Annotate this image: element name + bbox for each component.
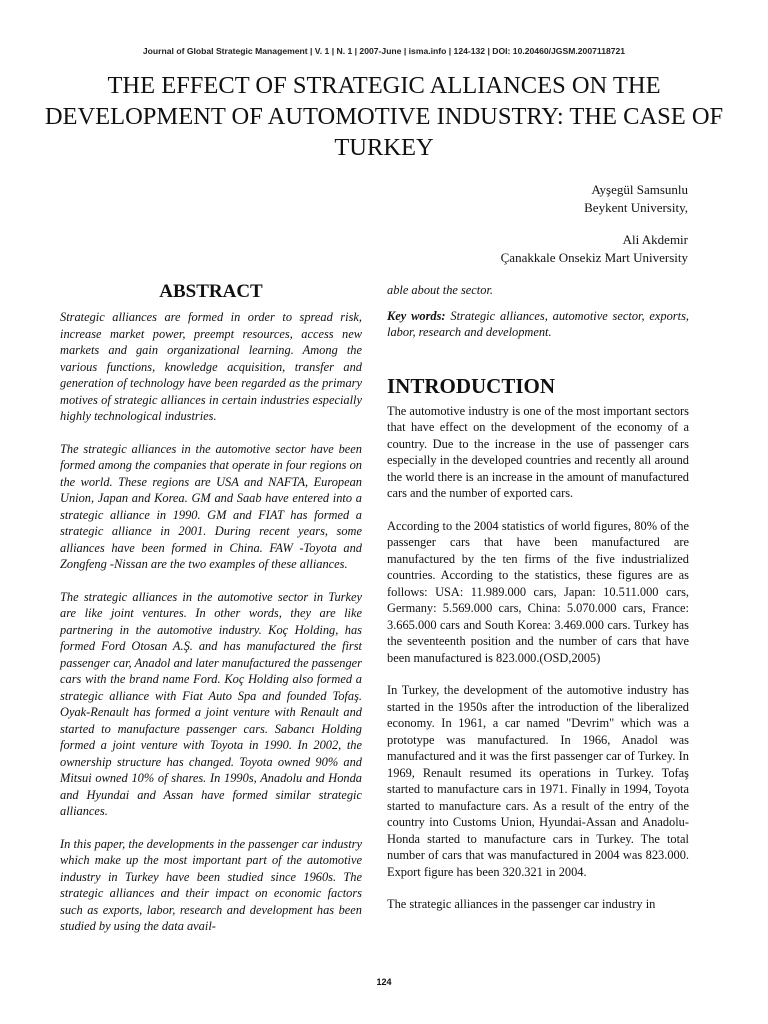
abstract-paragraph: In this paper, the developments in the passenger car industry which make up the most important part of the automotive industry in Turkey have been studied since 1960s. The strategic alliances and their impact on economic factors such as exports, labor, research and development has been studied by using the data avail- xyxy=(60,836,362,933)
journal-header: Journal of Global Strategic Management | V. 1 | N. 1 | 2007-June | isma.info | 124-132 | DOI: 10.20460/JGSM.2007118721 xyxy=(142,46,626,56)
abstract-heading: ABSTRACT xyxy=(159,281,263,302)
author-affiliation: Çanakkale Onsekiz Mart University xyxy=(500,249,688,265)
abstract-paragraph: The strategic alliances in the automotive sector in Turkey are like joint ventures. In other words, they are like partnering in the automotive industry. Koç Holding, has formed Ford Otosan A.Ş. and has manufactured the first passenger car, Anadol and later manufactured the passenger cars with the brand name Ford. Koç Holding also formed a strategic alliance with Fiat Auto Spa and founded Tofaş. Oyak-Renault has formed a joint venture with Renault and started to manufacture passenger cars. Sabancı Holding formed a joint venture with Toyota in 1990. In 2002, the ownership structure has changed. Toyota owned 90% and Mitsui owned 10% of shares. In 1990s, Anadolu and Honda and Hyundai and Assan have formed similar strategic alliances. xyxy=(60,589,362,818)
abstract-paragraph: The strategic alliances in the automotive sector have been formed among the companies that operate in four regions on the world. These regions are USA and NAFTA, European Union, Japan and Korea. GM and Saab have entered into a strategic alliance in 1990. GM and FIAT has formed a strategic alliance in 2001. During recent years, some alliances have been formed in China. FAW -Toyota and Zongfeng -Nissan are the two examples of these alliances. xyxy=(60,441,362,571)
introduction-paragraph: The strategic alliances in the passenger car industry in xyxy=(387,897,656,911)
author-name: Ayşegül Samsunlu xyxy=(591,182,688,197)
introduction-paragraph: The automotive industry is one of the most important sectors that have effect on the development of the economy of a country. Due to the increase in the use of passenger cars especially in the developed countries and recently all around the world there is an increase in the amount of manufactured cars and the number of exported cars. xyxy=(387,403,689,500)
keywords xyxy=(387,308,689,341)
authors-block xyxy=(501,181,688,281)
right-column xyxy=(387,280,689,913)
page-number: 124 xyxy=(376,977,392,987)
author-affiliation: Beykent University, xyxy=(584,199,688,215)
keywords-text: Strategic alliances, automotive sector, exports, labor, research and development. xyxy=(387,308,689,339)
abstract-paragraph: Strategic alliances are formed in order to spread risk, increase market power, preempt resources, access new markets and gain organizational learning. Among the various functions, knowledge acquisition, transfer and generation of technology have been regarded as the primary motives of strategic alliances in certain industries especially highly technological industries. xyxy=(60,310,362,423)
introduction-heading: INTRODUCTION xyxy=(387,373,556,398)
author-1 xyxy=(501,181,688,216)
left-column xyxy=(60,280,362,935)
paper-title: THE EFFECT OF STRATEGIC ALLIANCES ON THE DEVELOPMENT OF AUTOMOTIVE INDUSTRY: THE CASE OF TURKEY xyxy=(44,72,724,161)
introduction-paragraph: In Turkey, the development of the automotive industry has started in the 1950s after the introduction of the liberalized economy. In 1961, a car named "Devrim" which was a prototype was manufactured. In 1966, Anadol was manufactured and it was the first passenger car of Turkey. In 1969, Renault resumed its operations in Turkey. Tofaş started to manufacture cars in 1971. Finally in 1994, Toyota started to manufacture cars. As a result of the entry of the country into Customs Union, Hyundai-Assan and Anadolu-Honda started to manufacture cars in Turkey. The total number of cars that was manufactured in 2004 was 823.000. Export figure has been 320.321 in 2004. xyxy=(387,683,689,879)
introduction-paragraph: According to the 2004 statistics of world figures, 80% of the passenger cars that have been manufactured are manufactured by the ten firms of the five industrialized countries. According to the statistics, these figures are as follows: USA: 11.989.000 cars, Japan: 10.511.000 cars, Germany: 5.569.000 cars, China: 5.070.000 cars, France: 3.665.000 cars and South Korea: 3.469.000 cars. Turkey has the seventeenth position and the number of cars that have been manufactured is 823.000.(OSD,2005) xyxy=(387,518,689,665)
author-2 xyxy=(501,231,688,266)
author-name: Ali Akdemir xyxy=(622,232,688,247)
abstract-paragraph-continued: able about the sector. xyxy=(387,283,493,297)
keywords-label: Key words: xyxy=(387,308,446,323)
